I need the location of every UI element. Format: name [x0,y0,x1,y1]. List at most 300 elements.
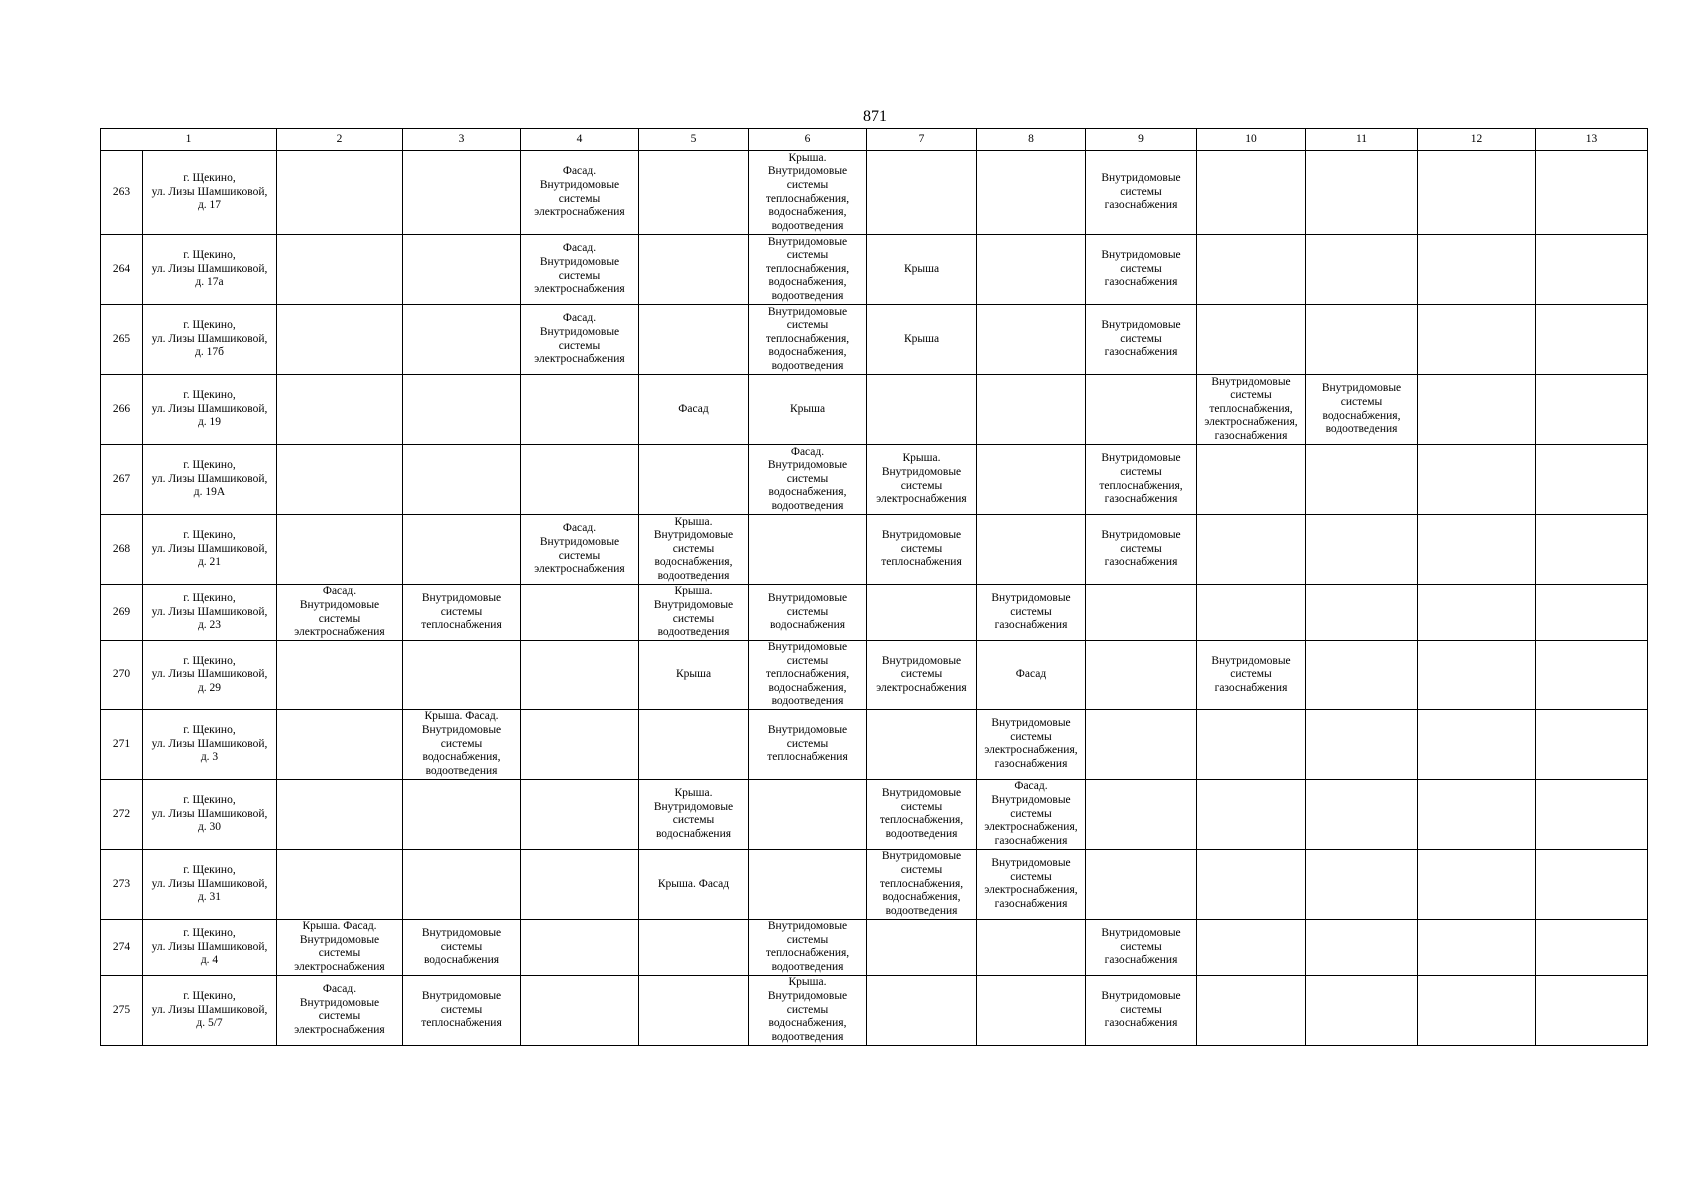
work-cell-col-4 [521,919,639,975]
cell-text-line: Внутридомовые [1211,654,1291,667]
work-cell-col-3 [403,151,521,235]
work-cell-col-2 [277,585,403,641]
cell-text-line: Фасад. [562,242,597,255]
cell-text-line: Внутридомовые [767,920,848,933]
table-row-269 [101,585,1648,641]
cell-text-line: Фасад [678,402,709,415]
work-cell-col-11 [1306,709,1418,779]
work-cell-col-12 [1418,849,1536,919]
cell-text-line: газоснабжения [1214,429,1288,442]
cell-text-line: 7 [918,132,925,145]
work-cell-col-10 [1197,151,1306,235]
table-row-270 [101,641,1648,710]
work-cell-col-5 [639,919,749,975]
work-cell-col-3 [403,849,521,919]
work-cell-col-12 [1418,779,1536,849]
repair-schedule-table [100,128,1648,1046]
cell-text-line: д. 21 [197,556,222,569]
table-row-274 [101,919,1648,975]
cell-text-line: ул. Лизы Шамшиковой, [151,1003,268,1016]
cell-text-line: водоснабжения, [422,751,501,764]
row-number [101,585,143,641]
cell-text-line: водоснабжения, [882,891,961,904]
cell-text-line: 2 [336,132,343,145]
cell-text-line: электроснабжения [534,353,625,366]
work-cell-col-4 [521,975,639,1045]
address-cell [143,151,277,235]
cell-text-line: ул. Лизы Шамшиковой, [151,472,268,485]
column-header-11 [1306,129,1418,151]
work-cell-col-8 [977,151,1086,235]
work-cell-col-8 [977,779,1086,849]
table-row-275 [101,975,1648,1045]
cell-text-line: Внутридомовые [881,654,962,667]
work-cell-col-5 [639,515,749,585]
cell-text-line: г. Щекино, [183,654,236,667]
address-cell [143,445,277,515]
cell-text-line: д. 31 [197,891,222,904]
cell-text-line: 8 [1028,132,1034,145]
work-cell-col-9 [1086,709,1197,779]
address-cell [143,849,277,919]
row-number [101,641,143,710]
cell-text-line: Внутридомовые [653,598,734,611]
cell-text-line: системы [1010,605,1052,618]
cell-text-line: Внутридомовые [767,459,848,472]
work-cell-col-10 [1197,709,1306,779]
work-cell-col-12 [1418,709,1536,779]
work-cell-col-4 [521,709,639,779]
work-cell-col-11 [1306,779,1418,849]
cell-text-line: Внутридомовые [1101,249,1181,262]
work-cell-col-3 [403,445,521,515]
work-cell-col-12 [1418,975,1536,1045]
cell-text-line: 272 [112,807,131,820]
column-header-3 [403,129,521,151]
work-cell-col-5 [639,445,749,515]
cell-text-line: Внутридомовые [881,850,962,863]
row-number [101,709,143,779]
work-cell-col-4 [521,151,639,235]
cell-text-line: г. Щекино, [183,389,236,402]
work-cell-col-10 [1197,445,1306,515]
cell-text-line: Внутридомовые [881,465,962,478]
cell-text-line: Фасад. [322,585,357,598]
cell-text-line: 269 [112,605,131,618]
cell-text-line: теплоснабжения, [765,332,850,345]
cell-text-line: водоснабжения, [1322,409,1401,422]
cell-text-line: газоснабжения [1104,199,1178,212]
cell-text-line: г. Щекино, [183,592,236,605]
cell-text-line: Внутридомовые [539,535,620,548]
row-number [101,975,143,1045]
cell-text-line: д. 19А [193,486,226,499]
work-cell-col-5 [639,849,749,919]
cell-text-line: системы [900,668,943,681]
work-cell-col-5 [639,151,749,235]
work-cell-col-13 [1536,151,1648,235]
cell-text-line: системы [786,654,829,667]
cell-text-line: электроснабжения [876,493,967,506]
address-cell [143,305,277,375]
cell-text-line: 263 [112,185,131,198]
work-cell-col-12 [1418,235,1536,305]
cell-text-line: д. 5/7 [196,1017,223,1030]
work-cell-col-13 [1536,709,1648,779]
work-cell-col-8 [977,305,1086,375]
page-number: 871 [863,108,887,125]
cell-text-line: системы [1010,730,1052,743]
cell-text-line: газоснабжения [1104,276,1178,289]
work-cell-col-11 [1306,849,1418,919]
work-cell-col-13 [1536,585,1648,641]
cell-text-line: Внутридомовые [421,990,502,1003]
work-cell-col-5 [639,585,749,641]
cell-text-line: 266 [112,402,131,415]
work-cell-col-8 [977,585,1086,641]
work-cell-col-6 [749,515,867,585]
work-cell-col-5 [639,641,749,710]
cell-text-line: электроснабжения [534,283,625,296]
cell-text-line: д. 17а [195,276,224,289]
work-cell-col-7 [867,585,977,641]
cell-text-line: системы [1340,395,1383,408]
cell-text-line: водоснабжения, [768,681,847,694]
cell-text-line: Крыша. [788,151,827,164]
cell-text-line: газоснабжения [994,758,1068,771]
work-cell-col-10 [1197,515,1306,585]
cell-text-line: Внутридомовые [539,255,620,268]
cell-text-line: водоотведения [885,904,958,917]
work-cell-col-5 [639,235,749,305]
work-cell-col-10 [1197,585,1306,641]
cell-text-line: водоотведения [771,219,844,232]
cell-text-line: системы [900,800,943,813]
work-cell-col-9 [1086,515,1197,585]
cell-text-line: Внутридомовые [421,592,502,605]
work-cell-col-10 [1197,975,1306,1045]
cell-text-line: Внутридомовые [767,592,848,605]
row-number [101,445,143,515]
cell-text-line: системы [318,612,361,625]
work-cell-col-9 [1086,445,1197,515]
cell-text-line: 271 [112,737,131,750]
work-cell-col-4 [521,235,639,305]
cell-text-line: Внутридомовые [767,235,848,248]
work-cell-col-7 [867,375,977,445]
work-cell-col-11 [1306,641,1418,710]
work-cell-col-11 [1306,919,1418,975]
cell-text-line: 9 [1138,132,1144,145]
cell-text-line: 274 [112,940,131,953]
work-cell-col-13 [1536,515,1648,585]
address-cell [143,919,277,975]
work-cell-col-8 [977,709,1086,779]
column-header-13 [1536,129,1648,151]
cell-text-line: г. Щекино, [183,459,236,472]
cell-text-line: Внутридомовые [1101,452,1181,465]
cell-text-line: Фасад. [1014,780,1048,793]
work-cell-col-2 [277,779,403,849]
cell-text-line: электроснабжения [294,626,385,639]
column-header-4 [521,129,639,151]
address-cell [143,709,277,779]
cell-text-line: водоотведения [1325,423,1398,436]
cell-text-line: Внутридомовые [421,724,502,737]
cell-text-line: Внутридомовые [991,717,1071,730]
cell-text-line: д. 23 [197,619,222,632]
cell-text-line: системы [1120,332,1162,345]
cell-text-line: Внутридомовые [1101,172,1181,185]
cell-text-line: Внутридомовые [653,529,734,542]
cell-text-line: 273 [112,877,131,890]
cell-text-line: ул. Лизы Шамшиковой, [151,807,268,820]
column-header-2 [277,129,403,151]
work-cell-col-5 [639,305,749,375]
work-cell-col-6 [749,585,867,641]
cell-text-line: 3 [458,132,465,145]
cell-text-line: Внутридомовые [421,927,502,940]
work-cell-col-5 [639,779,749,849]
work-cell-col-9 [1086,779,1197,849]
work-cell-col-2 [277,849,403,919]
cell-text-line: водоснабжения [769,619,846,632]
cell-text-line: Крыша [675,668,712,681]
cell-text-line: водоснабжения, [768,486,847,499]
cell-text-line: водоотведения [425,764,498,777]
work-cell-col-6 [749,975,867,1045]
cell-text-line: системы [440,605,483,618]
work-cell-col-6 [749,445,867,515]
work-cell-col-12 [1418,515,1536,585]
cell-text-line: 12 [1470,132,1483,145]
address-cell [143,779,277,849]
row-number [101,515,143,585]
cell-text-line: Внутридомовые [1321,382,1402,395]
work-cell-col-6 [749,375,867,445]
address-cell [143,975,277,1045]
cell-text-line: системы [1010,807,1052,820]
work-cell-col-13 [1536,975,1648,1045]
cell-text-line: системы [1120,185,1162,198]
cell-text-line: системы [1230,389,1272,402]
cell-text-line: 1 [185,132,192,145]
cell-text-line: Внутридомовые [1101,319,1181,332]
cell-text-line: Внутридомовые [1101,529,1181,542]
cell-text-line: электроснабжения [876,681,967,694]
work-cell-col-6 [749,709,867,779]
cell-text-line: системы [786,933,829,946]
cell-text-line: г. Щекино, [183,172,236,185]
cell-text-line: Фасад. [790,445,825,458]
work-cell-col-3 [403,235,521,305]
work-cell-col-10 [1197,919,1306,975]
cell-text-line: газоснабжения [1104,493,1178,506]
cell-text-line: системы [786,1003,829,1016]
work-cell-col-2 [277,919,403,975]
cell-text-line: электроснабжения [534,563,625,576]
work-cell-col-13 [1536,919,1648,975]
work-cell-col-4 [521,445,639,515]
table-row-268 [101,515,1648,585]
cell-text-line: системы [440,737,483,750]
work-cell-col-9 [1086,235,1197,305]
work-cell-col-2 [277,641,403,710]
work-cell-col-6 [749,849,867,919]
cell-text-line: системы [672,814,715,827]
cell-text-line: г. Щекино, [183,990,236,1003]
work-cell-col-4 [521,779,639,849]
cell-text-line: Фасад. [562,312,597,325]
column-header-10 [1197,129,1306,151]
cell-text-line: Внутридомовые [1101,990,1181,1003]
cell-text-line: ул. Лизы Шамшиковой, [151,185,268,198]
row-number [101,151,143,235]
cell-text-line: Внутридомовые [881,787,962,800]
cell-text-line: электроснабжения [294,1024,385,1037]
cell-text-line: г. Щекино, [183,927,236,940]
cell-text-line: электроснабжения, [984,821,1078,834]
cell-text-line: теплоснабжения, [879,877,964,890]
work-cell-col-2 [277,151,403,235]
work-cell-col-11 [1306,375,1418,445]
work-cell-col-5 [639,709,749,779]
cell-text-line: системы [1120,262,1162,275]
cell-text-line: системы [900,542,943,555]
address-cell [143,641,277,710]
work-cell-col-7 [867,779,977,849]
cell-text-line: Фасад. [562,522,597,535]
column-header-6 [749,129,867,151]
cell-text-line: газоснабжения [1104,954,1178,967]
cell-text-line: Крыша [903,332,940,345]
work-cell-col-3 [403,779,521,849]
address-cell [143,235,277,305]
cell-text-line: теплоснабжения [421,619,502,632]
cell-text-line: системы [1230,668,1272,681]
work-cell-col-6 [749,151,867,235]
cell-text-line: системы [1010,870,1052,883]
cell-text-line: водоотведения [771,359,844,372]
cell-text-line: водоотведения [657,569,730,582]
row-number [101,235,143,305]
cell-text-line: 275 [112,1003,131,1016]
table-row-267 [101,445,1648,515]
cell-text-line: д. 19 [197,416,222,429]
work-cell-col-7 [867,515,977,585]
cell-text-line: системы [1120,465,1162,478]
cell-text-line: водоснабжения, [768,206,847,219]
work-cell-col-4 [521,515,639,585]
work-cell-col-4 [521,585,639,641]
table-row-273 [101,849,1648,919]
work-cell-col-13 [1536,849,1648,919]
cell-text-line: г. Щекино, [183,864,236,877]
cell-text-line: системы [558,192,601,205]
work-cell-col-13 [1536,375,1648,445]
cell-text-line: Внутридомовые [1211,375,1291,388]
work-cell-col-9 [1086,375,1197,445]
work-cell-col-7 [867,709,977,779]
cell-text-line: водоотведения [771,1030,844,1043]
work-cell-col-2 [277,305,403,375]
cell-text-line: Крыша. Фасад [657,877,730,890]
cell-text-line: Внутридомовые [539,325,620,338]
cell-text-line: газоснабжения [994,834,1068,847]
cell-text-line: Фасад. [322,983,357,996]
cell-text-line: ул. Лизы Шамшиковой, [151,737,268,750]
work-cell-col-3 [403,515,521,585]
cell-text-line: д. 30 [197,821,222,834]
cell-text-line: д. 17 [197,199,222,212]
cell-text-line: водоснабжения, [768,276,847,289]
work-cell-col-6 [749,641,867,710]
cell-text-line: системы [786,178,829,191]
work-cell-col-3 [403,375,521,445]
cell-text-line: теплоснабжения [421,1017,502,1030]
address-cell [143,375,277,445]
work-cell-col-9 [1086,849,1197,919]
cell-text-line: Крыша. Фасад. [424,710,499,723]
address-cell [143,515,277,585]
work-cell-col-4 [521,849,639,919]
cell-text-line: водоотведения [771,499,844,512]
cell-text-line: Внутридомовые [653,800,734,813]
cell-text-line: ул. Лизы Шамшиковой, [151,262,268,275]
work-cell-col-2 [277,709,403,779]
work-cell-col-13 [1536,445,1648,515]
cell-text-line: системы [558,339,601,352]
work-cell-col-8 [977,445,1086,515]
cell-text-line: водоснабжения, [654,556,733,569]
cell-text-line: теплоснабжения, [765,668,850,681]
cell-text-line: 11 [1355,132,1368,145]
cell-text-line: электроснабжения [534,206,625,219]
cell-text-line: д. 3 [200,751,219,764]
work-cell-col-6 [749,919,867,975]
work-cell-col-7 [867,235,977,305]
work-cell-col-13 [1536,305,1648,375]
cell-text-line: теплоснабжения [881,556,962,569]
work-cell-col-12 [1418,151,1536,235]
cell-text-line: 5 [690,132,697,145]
address-cell [143,585,277,641]
cell-text-line: г. Щекино, [183,529,236,542]
cell-text-line: ул. Лизы Шамшиковой, [151,402,268,415]
work-cell-col-12 [1418,305,1536,375]
cell-text-line: газоснабжения [994,898,1068,911]
cell-text-line: Крыша. [674,585,713,598]
work-cell-col-7 [867,305,977,375]
work-cell-col-2 [277,445,403,515]
work-cell-col-9 [1086,919,1197,975]
cell-text-line: теплоснабжения, [879,814,964,827]
cell-text-line: ул. Лизы Шамшиковой, [151,332,268,345]
cell-text-line: водоснабжения, [768,346,847,359]
work-cell-col-12 [1418,445,1536,515]
cell-text-line: г. Щекино, [183,794,236,807]
cell-text-line: ул. Лизы Шамшиковой, [151,668,268,681]
cell-text-line: системы [440,1003,483,1016]
cell-text-line: водоотведения [771,289,844,302]
cell-text-line: теплоснабжения, [1099,479,1183,492]
cell-text-line: Крыша. Фасад. [302,920,377,933]
cell-text-line: Внутридомовые [299,598,380,611]
table-row-272 [101,779,1648,849]
cell-text-line: водоснабжения, [768,1017,847,1030]
work-cell-col-9 [1086,641,1197,710]
work-cell-col-10 [1197,375,1306,445]
